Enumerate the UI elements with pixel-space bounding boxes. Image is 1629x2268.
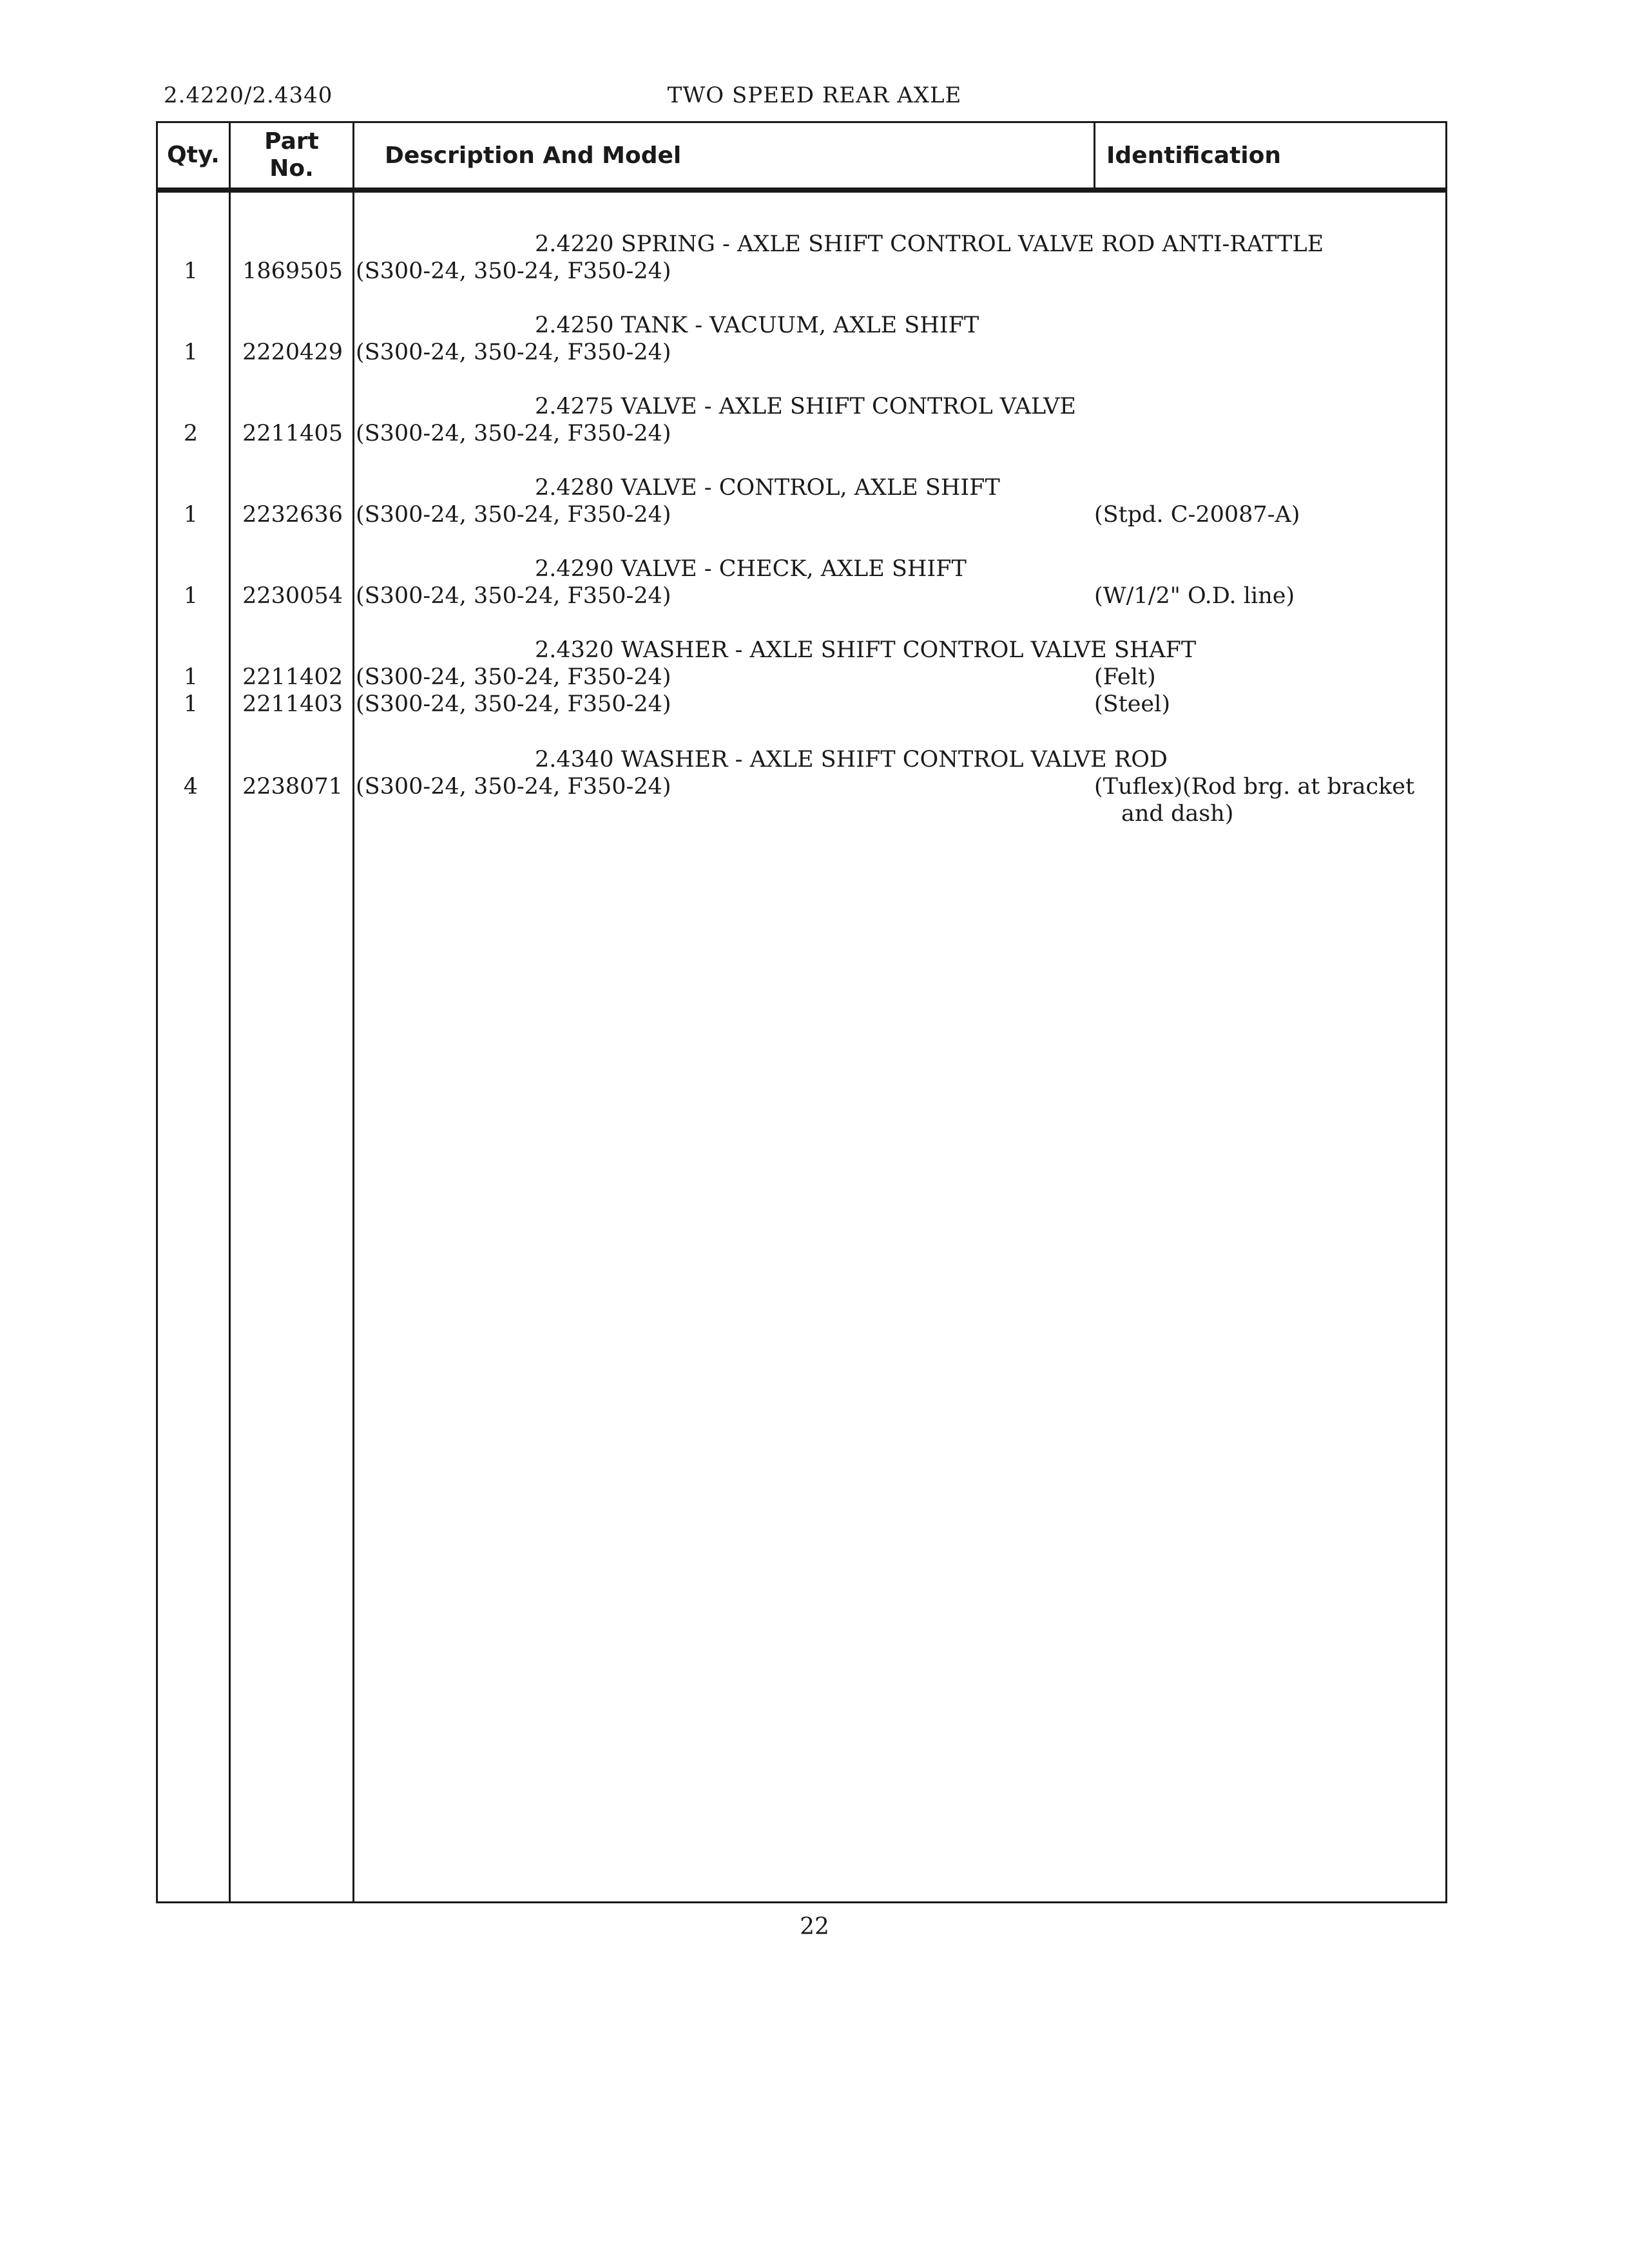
part-number-cell: 2238071 — [242, 774, 343, 800]
column-header-description: Description And Model — [385, 142, 682, 169]
model-cell: (S300-24, 350-24, F350-24) — [356, 664, 671, 690]
part-number-cell: 2230054 — [242, 583, 343, 609]
qty-cell: 2 — [183, 421, 198, 447]
column-divider — [229, 123, 231, 1901]
column-divider — [1094, 123, 1095, 190]
model-cell: (S300-24, 350-24, F350-24) — [356, 691, 671, 717]
entry-title: 2.4320 WASHER - AXLE SHIFT CONTROL VALVE SHAFT — [535, 637, 1197, 663]
entry-title: 2.4250 TANK - VACUUM, AXLE SHIFT — [535, 312, 979, 338]
entry-title: 2.4220 SPRING - AXLE SHIFT CONTROL VALVE ROD ANTI-RATTLE — [535, 231, 1324, 257]
model-cell: (S300-24, 350-24, F350-24) — [356, 502, 671, 528]
entry-title: 2.4340 WASHER - AXLE SHIFT CONTROL VALVE ROD — [535, 747, 1168, 773]
parts-table — [156, 121, 1447, 1903]
model-cell: (S300-24, 350-24, F350-24) — [356, 774, 671, 800]
column-divider — [352, 123, 354, 1901]
qty-cell: 1 — [183, 664, 198, 690]
column-header-part-line1: Part — [264, 128, 319, 155]
identification-cell: (Stpd. C-20087-A) — [1094, 502, 1300, 528]
model-cell: (S300-24, 350-24, F350-24) — [356, 421, 671, 447]
column-header-identification: Identification — [1106, 142, 1281, 169]
section-code-range: 2.4220/2.4340 — [164, 82, 333, 108]
identification-cell: (Tuflex)(Rod brg. at bracket — [1094, 774, 1415, 800]
column-header-part-no — [231, 123, 352, 187]
model-cell: (S300-24, 350-24, F350-24) — [356, 340, 671, 365]
column-header-part-line2: No. — [269, 155, 314, 182]
qty-cell: 1 — [183, 258, 198, 284]
qty-cell: 1 — [183, 340, 198, 365]
entry-title: 2.4275 VALVE - AXLE SHIFT CONTROL VALVE — [535, 394, 1076, 419]
qty-cell: 1 — [183, 502, 198, 528]
header-rule — [158, 187, 1445, 193]
part-number-cell: 2220429 — [242, 340, 343, 365]
identification-continuation: and dash) — [1121, 801, 1234, 827]
qty-cell: 1 — [183, 583, 198, 609]
model-cell: (S300-24, 350-24, F350-24) — [356, 258, 671, 284]
identification-cell: (Steel) — [1094, 691, 1170, 717]
identification-cell: (Felt) — [1094, 664, 1156, 690]
page-number: 22 — [800, 1914, 829, 1940]
part-number-cell: 2211403 — [242, 691, 343, 717]
section-title: TWO SPEED REAR AXLE — [667, 82, 962, 108]
part-number-cell: 1869505 — [242, 258, 343, 284]
identification-cell: (W/1/2" O.D. line) — [1094, 583, 1295, 609]
part-number-cell: 2211405 — [242, 421, 343, 447]
qty-cell: 1 — [183, 691, 198, 717]
part-number-cell: 2211402 — [242, 664, 343, 690]
part-number-cell: 2232636 — [242, 502, 343, 528]
entry-title: 2.4280 VALVE - CONTROL, AXLE SHIFT — [535, 475, 1000, 501]
entry-title: 2.4290 VALVE - CHECK, AXLE SHIFT — [535, 556, 967, 582]
column-header-qty: Qty. — [167, 142, 220, 168]
qty-cell: 4 — [183, 774, 198, 800]
model-cell: (S300-24, 350-24, F350-24) — [356, 583, 671, 609]
